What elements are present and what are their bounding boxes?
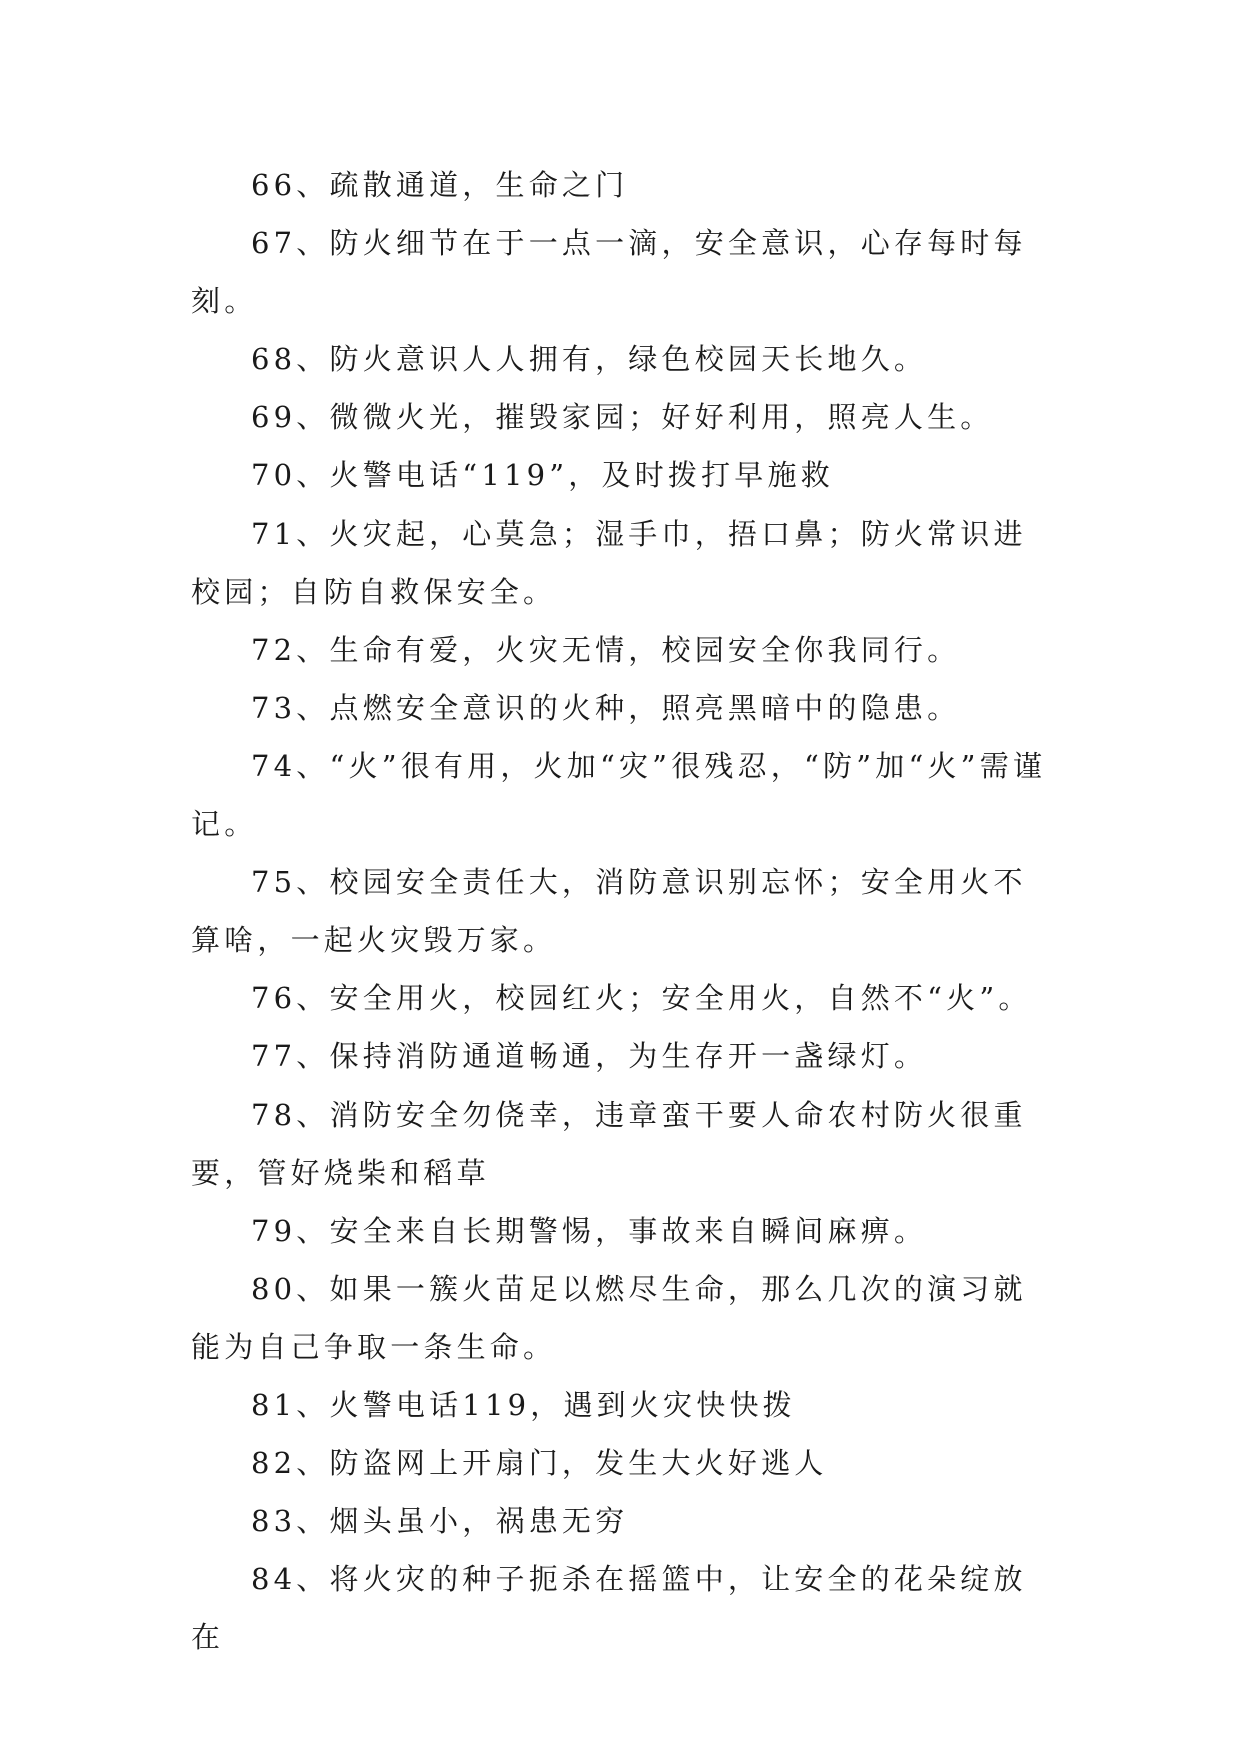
slogan-paragraph: 74、“火”很有用，火加“灾”很残忍，“防”加“火”需谨记。 bbox=[191, 748, 1047, 842]
slogan-paragraph: 77、保持消防通道畅通，为生存开一盏绿灯。 bbox=[251, 1039, 928, 1074]
document-body bbox=[191, 156, 1051, 1666]
slogan-paragraph: 67、防火细节在于一点一滴，安全意识，心存每时每刻。 bbox=[191, 226, 1027, 319]
slogan-paragraph: 66、疏散通道，生命之门 bbox=[251, 168, 629, 202]
slogan-paragraph: 84、将火灾的种子扼杀在摇篮中，让安全的花朵绽放在 bbox=[191, 1562, 1027, 1655]
slogan-paragraph: 68、防火意识人人拥有，绿色校园天长地久。 bbox=[251, 342, 928, 377]
slogan-paragraph: 75、校园安全责任大，消防意识别忘怀；安全用火不算啥，一起火灾毁万家。 bbox=[191, 865, 1027, 958]
slogan-paragraph: 72、生命有爱，火灾无情，校园安全你我同行。 bbox=[251, 632, 961, 667]
slogan-paragraph: 79、安全来自长期警惕，事故来自瞬间麻痹。 bbox=[251, 1213, 928, 1248]
slogan-paragraph: 80、如果一簇火苗足以燃尽生命，那么几次的演习就能为自己争取一条生命。 bbox=[191, 1271, 1027, 1364]
slogan-paragraph: 71、火灾起，心莫急；湿手巾，捂口鼻；防火常识进校园；自防自救保安全。 bbox=[191, 516, 1027, 609]
slogan-paragraph: 73、点燃安全意识的火种，照亮黑暗中的隐患。 bbox=[251, 690, 961, 725]
slogan-paragraph: 83、烟头虽小，祸患无穷 bbox=[251, 1504, 629, 1539]
slogan-paragraph: 70、火警电话“119”，及时拨打早施救 bbox=[251, 458, 834, 493]
slogan-paragraph: 69、微微火光，摧毁家园；好好利用，照亮人生。 bbox=[251, 400, 994, 435]
slogan-paragraph: 76、安全用火，校园红火；安全用火，自然不“火”。 bbox=[251, 981, 1032, 1016]
slogan-paragraph: 78、消防安全勿侥幸，违章蛮干要人命农村防火很重要，管好烧柴和稻草 bbox=[191, 1097, 1027, 1190]
slogan-paragraph: 81、火警电话119，遇到火灾快快拨 bbox=[251, 1387, 796, 1422]
slogan-paragraph: 82、防盗网上开扇门，发生大火好逃人 bbox=[251, 1446, 828, 1481]
